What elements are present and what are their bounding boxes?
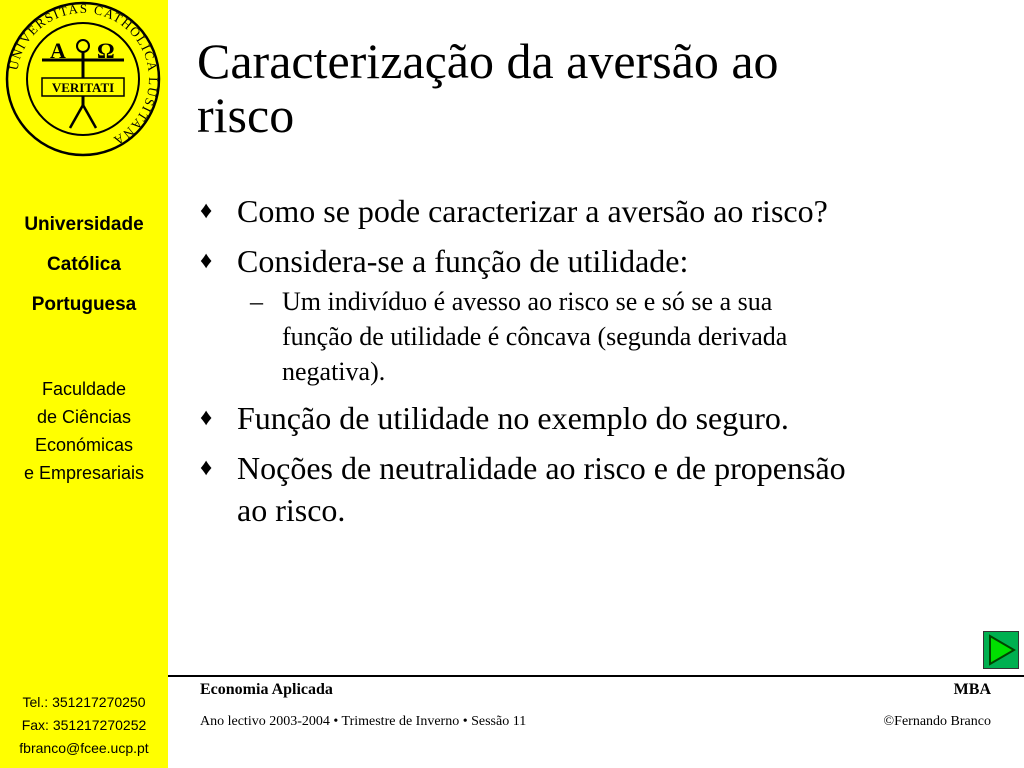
svg-text:Ω: Ω [97, 38, 115, 63]
footer-session: Ano lectivo 2003-2004 • Trimestre de Inverno • Sessão 11 [200, 714, 527, 729]
next-slide-button[interactable] [983, 631, 1019, 669]
university-line: Católica [47, 254, 121, 275]
slide-title [197, 34, 997, 142]
contact-info [0, 691, 168, 760]
sub-bullet-text: função de utilidade é côncava (segunda derivada [282, 322, 788, 351]
bullet-text: Noções de neutralidade ao risco e de propensão [237, 450, 846, 486]
contact-tel: Tel.: 351217270250 [22, 694, 146, 710]
footer-author: ©Fernando Branco [883, 714, 991, 729]
sub-bullet-text: Um indivíduo é avesso ao risco se e só se a sua [282, 287, 773, 316]
svg-text:A: A [50, 38, 66, 63]
sidebar [0, 0, 168, 768]
faculty-line: Económicas [34, 435, 134, 455]
faculty-name [0, 375, 168, 487]
title-line: Caracterização da aversão ao [197, 33, 779, 89]
diamond-bullet-icon: ♦ [200, 248, 213, 274]
contact-fax: Fax: 351217270252 [21, 717, 147, 733]
bullet-item [200, 447, 1010, 531]
footer-divider [168, 675, 1024, 677]
sub-bullet-item [200, 284, 1010, 389]
bullet-list [200, 190, 1010, 539]
contact-email[interactable]: fbranco@fcee.ucp.pt [19, 740, 149, 756]
footer-course: Economia Aplicada [200, 681, 333, 698]
diamond-bullet-icon: ♦ [200, 198, 213, 224]
diamond-bullet-icon: ♦ [200, 455, 213, 481]
bullet-item [200, 190, 1010, 232]
faculty-line: de Ciências [36, 407, 132, 427]
faculty-line: e Empresariais [23, 463, 145, 483]
university-name [0, 205, 168, 325]
bullet-text: ao risco. [237, 492, 346, 528]
bullet-text: Como se pode caracterizar a aversão ao risco? [237, 193, 828, 229]
seal-ring-text: UNIVERSITAS CATHOLICA LUSITANA [5, 0, 162, 150]
university-line: Universidade [24, 214, 144, 235]
title-line: risco [197, 87, 295, 143]
footer-program: MBA [953, 681, 991, 698]
bullet-text: Função de utilidade no exemplo do seguro. [237, 400, 789, 436]
university-line: Portuguesa [31, 294, 137, 315]
bullet-item [200, 397, 1010, 439]
dash-bullet-icon: – [250, 287, 263, 316]
sub-bullet-text: negativa). [282, 357, 386, 386]
university-seal-logo [2, 0, 165, 158]
faculty-line: Faculdade [41, 379, 127, 399]
seal-motto: VERITATI [51, 80, 115, 95]
diamond-bullet-icon: ♦ [200, 405, 213, 431]
play-arrow-icon [984, 632, 1018, 668]
bullet-item [200, 240, 1010, 282]
bullet-text: Considera-se a função de utilidade: [237, 243, 689, 279]
